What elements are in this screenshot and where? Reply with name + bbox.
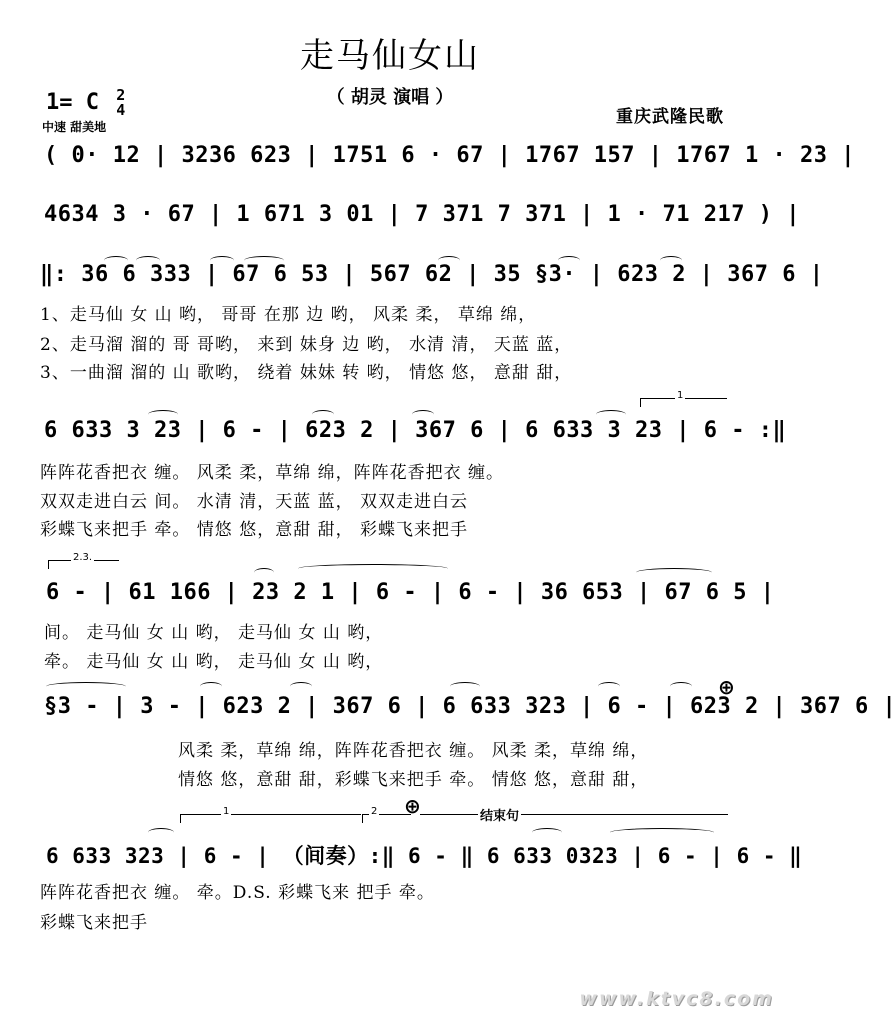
lyric-row-3-verse-2: 2、走马溜 溜的 哥 哥哟， 来到 妹身 边 哟， 水清 清， 天蓝 蓝，	[40, 335, 573, 355]
coda-sign: ⊕	[718, 675, 735, 699]
tempo-marking: 中速 甜美地	[42, 120, 107, 134]
lyric-row-3-verse-3: 3、一曲溜 溜的 山 歌哟， 绕着 妹妹 转 哟， 情悠 悠， 意甜 甜，	[40, 363, 573, 383]
lyric-row-7-verse-2: 彩蝶飞来把手	[40, 913, 148, 933]
volta-bracket-2-3: 2.3.	[48, 560, 119, 569]
key-signature	[46, 88, 125, 118]
singer-credit: （ 胡灵 演唱 ）	[326, 87, 454, 108]
time-signature	[116, 88, 125, 118]
lyric-row-4-verse-2: 双双走进白云 间。 水清 清，天蓝 蓝， 双双走进白云	[40, 492, 469, 512]
song-source: 重庆武隆民歌	[616, 107, 724, 127]
lyric-row-4-verse-1: 阵阵花香把衣 缠。 风柔 柔，草绵 绵，阵阵花香把衣 缠。	[40, 463, 505, 483]
lyric-row-7-verse-1: 阵阵花香把衣 缠。 牵。D.S. 彩蝶飞来 把手 牵。	[40, 883, 435, 903]
volta-bracket-final-2: 2	[362, 814, 411, 823]
song-title: 走马仙女山	[300, 36, 480, 76]
time-bottom: 4	[116, 101, 126, 119]
lyric-row-6-verse-1: 风柔 柔，草绵 绵，阵阵花香把衣 缠。 风柔 柔，草绵 绵，	[178, 741, 649, 761]
notation-row-3: ‖: 36 6 333 | 67 6 53 | 567 62 | 35 §3· | 623 2 | 367 6 |	[40, 262, 824, 287]
notation-row-2: 4634 3 · 67 | 1 671 3 01 | 7 371 7 371 | 1 · 71 217 ) |	[44, 202, 800, 227]
lyric-row-3-verse-1: 1、走马仙 女 山 哟， 哥哥 在那 边 哟， 风柔 柔， 草绵 绵，	[40, 305, 537, 325]
lyric-row-4-verse-3: 彩蝶飞来把手 牵。 情悠 悠，意甜 甜， 彩蝶飞来把手	[40, 520, 469, 540]
notation-row-5: 6 - | 61 166 | 23 2 1 | 6 - | 6 - | 36 653 | 67 6 5 |	[46, 580, 775, 605]
notation-row-6: §3 - | 3 - | 623 2 | 367 6 | 6 633 323 | 6 - | 623 2 | 367 6 |	[44, 694, 896, 719]
volta-bracket-final-1: 1	[180, 814, 361, 823]
volta-bracket-1: 1	[640, 398, 727, 407]
lyric-row-5-verse-1: 间。 走马仙 女 山 哟， 走马仙 女 山 哟，	[44, 623, 384, 643]
notation-row-7: 6 633 323 | 6 - | （间奏）:‖ 6 - ‖ 6 633 0323 | 6 - | 6 - ‖	[46, 844, 803, 868]
site-watermark: www.ktvc8.com	[579, 988, 774, 1010]
lyric-row-6-verse-2: 情悠 悠，意甜 甜，彩蝶飞来把手 牵。 情悠 悠，意甜 甜，	[178, 770, 649, 790]
time-top: 2	[116, 86, 126, 104]
ending-bracket: 结束句	[420, 814, 728, 823]
coda-sign-2: ⊕	[404, 794, 421, 818]
notation-row-4: 6 633 3 23 | 6 - | 623 2 | 367 6 | 6 633 3 23 | 6 - :‖	[44, 418, 787, 443]
notation-row-1: ( 0· 12 | 3236 623 | 1751 6 · 67 | 1767 157 | 1767 1 · 23 |	[44, 143, 855, 168]
lyric-row-5-verse-2: 牵。 走马仙 女 山 哟， 走马仙 女 山 哟，	[44, 652, 384, 672]
key-label: 1= C	[46, 90, 99, 115]
